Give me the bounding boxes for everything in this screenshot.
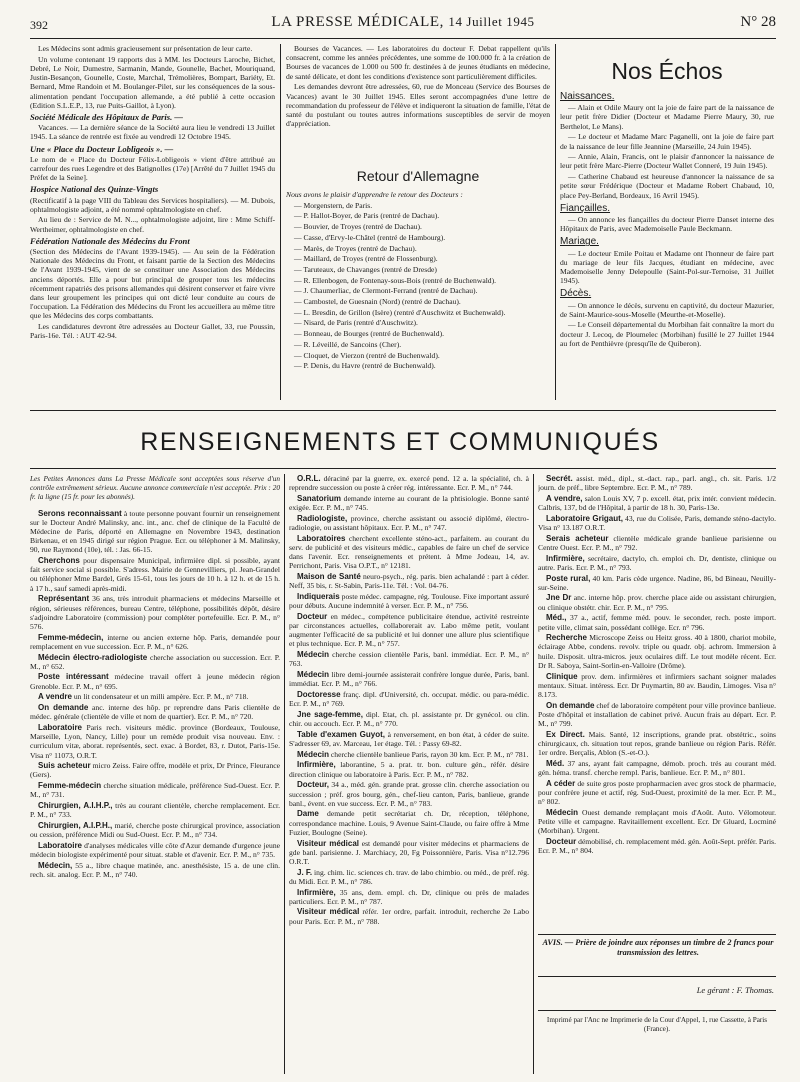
echo-item: — Le docteur et Madame Marc Paganelli, ont la joie de faire part de la naissance de leur fille Jeannine (Marseille, 24 Juin 1945). — [560, 132, 774, 151]
avis-rule — [538, 976, 776, 977]
paragraph: Au lieu de : Service de M. N..., ophtalmologiste adjoint, lire : Mme Schiff-Wertheimer, ophtalmologiste en chef. — [30, 215, 275, 234]
paragraph: Bourses de Vacances. — Les laboratoires du docteur F. Debat rappellent qu'ils consacrent, comme les années précédentes, une somme de 100.000 fr. à la création de Bourses de vacances de 1.000 ou 500 fr. destinées à de jeunes étudiants en médecine, de santé délicate, et dont les conditions d'existence sont particulièrement difficiles. — [286, 44, 550, 81]
paragraph: Le nom de « Place du Docteur Félix-Lobligeois » vient d'être attribué au carrefour des rues Legendre et des Batignolles (17e) [Arrêté du 7 Juillet 1945 du Préfet de la Seine]. — [30, 154, 275, 183]
classified-ad: O.R.L. déraciné par la guerre, ex. exercé pend. 12 a. la spécialité, ch. à reprendre succession ou poste à créer rég. intéressante. Ecr. P. M., n° 744. — [289, 474, 529, 493]
classified-ad: A vendre un lit condensateur et un milli ampère. Ecr. P. M., n° 718. — [38, 692, 249, 702]
retour-item: — J. Chaumerliac, de Clermont-Ferrand (rentré de Dachau). — [294, 286, 478, 296]
classified-ad: Laboratoire d'analyses médicales ville côte d'Azur demande d'urgence jeune médecin biologiste expérimenté pour situat. stable et d'avenir. Ecr. P. M., n° 735. — [30, 840, 280, 860]
classified-ad: Docteur démobilisé, ch. remplacement méd. gén. Août-Sept. préfér. Paris. Ecr. P. M., n° 804. — [538, 837, 776, 856]
retour-intro: Nous avons le plaisir d'apprendre le retour des Docteurs : — [286, 190, 463, 199]
classified-ad: Infirmière, laborantine, 5 a. prat. tr. bon. culture gén., référ. désire direction clinique ou laboratoire à Paris. Ecr. P. M., n° 782. — [289, 760, 529, 779]
classified-ad: Dame demande petit secrétariat ch. Dr, réception, téléphone, correspondance machine. Louis, 9 Avenue Saint-Claude, ou faire offre à Mme Fuzier, Boulogne (Seine). — [289, 809, 529, 837]
retour-item: — L. Bresdin, de Grillon (Isère) (rentré d'Auschwitz et Buchenwald). — [294, 307, 506, 317]
classified-ad: Radiologiste, province, cherche assistant ou associé diplômé, électro-radiologie, ou assistant hôpitaux. Ecr. P. M., n° 747. — [289, 513, 529, 533]
classified-ad: Maison de Santé neuro-psych., rég. paris. bien achalandé : part à céder. Neff, 35 bis, r. St-Sabin, Paris-11e. Tél. : Vol. 04-76. — [289, 572, 529, 591]
retour-item: — Nisard, de Paris (rentré d'Auschwitz). — [294, 318, 418, 328]
paragraph: (Section des Médecins de l'Avant 1939-1945). — Au sein de la Fédération Nationale des Médecins du Front, et faisant partie de la Section des Médecins de l'Avant 1939-1945, vient de se constituer une Association des Médecins anciens déportés. Elle a pour but principal de grouper tous les médecins récemment rapatriés des prisons allemandes qui désirent conserver et faire vivre dans leur groupement les principes qui ont dicté leur conduite au cours de l'occupation. La Fédération des Médecins du Front les accueillera au même titre que les Médecins des corps combattants. — [30, 247, 275, 321]
classified-ad: Chirurgien, A.I.H.P., très au courant clientèle, cherche remplacement. Ecr. P. M., n° 733. — [30, 801, 280, 820]
classified-ad: Médecin Ouest demande remplaçant mois d'Août. Auto. Vélomoteur. Petite ville et campagne. Ravitaillement excellent. Ecr. Dr Gluard, Locminé (Morbihan). Urgent. — [538, 807, 776, 836]
classified-ad: Clinique prov. dem. infirmières et infirmiers sachant soigner malades mentaux. Situat. intéress. Ecr. Dr Puymartin, 80 av. Baudin, Limoges. Visa n° 8.173. — [538, 671, 776, 699]
classified-ad: Serais acheteur clientèle médicale grande banlieue parisienne ou Centre Ouest. Ecr. P. M., n° 792. — [538, 533, 776, 552]
paragraph: Un volume contenant 19 rapports dus à MM. les Docteurs Laroche, Bichet, Debré, Le Noir, Dumestre, Sarmanin, Mande, Gounelle, Bachet, Mouriquand, Justin-Besançon, Gounelle, Coste, Marchal, Trémolières, Bompart, Bariéty, Et. Bernard, Mme Randoin et M. Boulanger-Pilet, sur les conséquences de la sous-alimentation pendant l'occupation allemande, a été publié à cette occasion (Edition S.L.E.P., 13, rue Puits-Gaillot, à Lyon). — [30, 54, 275, 110]
classified-ad: J. F. ing. chim. lic. sciences ch. trav. de labo chimbio. ou méd., de préf. rég. du Midi. Ecr. P. M., n° 786. — [289, 867, 529, 886]
echo-item: — On annonce le décès, survenu en captivité, du docteur Mazurier, de Saint-Maurice-sous-Moselle (Meurthe-et-Moselle). — [560, 300, 774, 319]
retour-item: — P. Hallot-Boyer, de Paris (rentré de Dachau). — [294, 211, 440, 221]
classified-ad: Sanatorium demande interne au courant de la phtisiologie. Bonne santé exigée. Ecr. P. M., n° 745. — [289, 493, 529, 513]
paragraph: Les Médecins sont admis gracieusement sur présentation de leur carte. — [38, 44, 253, 53]
classified-ad: Visiteur médical est demandé pour visiter médecins et pharmaciens de gde banl. parisienne. J. Marchiacy, 20, Fg Poissonnière, Paris. Visa n°12.796 O.R.T. — [289, 838, 529, 866]
news-column-1 — [30, 44, 275, 400]
news-column-2 — [286, 44, 550, 166]
echo-item: — Le docteur Emile Poitau et Madame ont l'honneur de faire part du mariage de leur fils Jacques, étudiant en médecine, avec Mademoiselle Jenny Delepoulle (Saint-Pol-sur-Ternoise, 31 Juillet 1945). — [560, 248, 774, 286]
page-number: 392 — [30, 18, 48, 32]
classified-ad: Jne Dr anc. interne hôp. prov. cherche place aide ou assistant chirurgien, ou clinique obstétr. chir. Ecr. P. M., n° 795. — [538, 593, 776, 612]
classified-ad: Doctoresse franç. dipl. d'Université, ch. occupat. médic. ou para-médic. Ecr. P. M., n° 769. — [289, 689, 529, 709]
classified-ad: Laboratoires cherchent excellente sténo-act., parfaitem. au courant du serv. de publicité et des visiteurs médic., capables de faire un chef de service dans l'avenir. Ecr. renseignements et prétent. à Mme Jodeau, 14, av. Perrichont, Paris. Visa O.P.T., n° 12181. — [289, 533, 529, 571]
retour-item: — Maillard, de Troyes (rentré de Flossenburg). — [294, 254, 438, 264]
subheading: Hospice National des Quinze-Vingts — [30, 184, 159, 195]
subheading: Société Médicale des Hôpitaux de Paris. — — [30, 111, 183, 122]
ads-column-3 — [538, 474, 776, 930]
classified-ad: Médecin, 55 a., libre chaque matinée, anc. anesthésiste, 15 a. de une clin. rech. sit. analog. Ecr. P. M., n° 740. — [30, 860, 280, 880]
avis-rule — [538, 934, 776, 935]
classified-ad: Médecin libre demi-journée assisterait confrère longue durée, Paris, banl. immédiat. Ecr. P. M., n° 766. — [289, 670, 529, 689]
echo-item: — Catherine Chabaud est heureuse d'annoncer la naissance de sa petite sœur Frédérique (Docteur et Madame Robert Chabaud, 10, place Pey-Berland, Bordeaux, 16 Avril 1945). — [560, 172, 774, 200]
ads-column-2 — [289, 474, 529, 1074]
classified-ad: Table d'examen Guyot, à renversement, en bon état, à céder de suite. S'adresser 69, av. Marceau, 1er étage. Tél. : Passy 69-82. — [289, 729, 529, 748]
classified-ad: Laboratoire Paris rech. visiteurs médic. province (Bordeaux, Toulouse, Marseille, Lyon, Nancy, Lille) pour un remède produit visa nouveau. Env. : curriculum vitæ, aborat. représentés, sect. exac. à Bordet, 83, r. Dutot, Paris-15e. Visa n° 11073, O.R.T. — [30, 722, 280, 760]
retour-item: — Morgenstern, de Paris. — [294, 200, 373, 210]
paragraph: Les candidatures devront être adressées au Docteur Gallet, 33, rue Poussin, Paris-16e. Tél. : AUT 42-94. — [30, 322, 275, 341]
echos-column — [560, 88, 774, 400]
classified-ad: On demande anc. interne des hôp. pr reprendre dans Paris clientèle de médec. générale (clientèle de ville et nom de quartier). Ecr. P. M., n° 720. — [30, 703, 280, 722]
classified-ad: Secrét. assist. méd., dipl., st.-dact. rap., parl. angl., ch. sit. Paris. 1/2 journ. de préf., libre Septembre. Ecr. P. M., n° 789. — [538, 474, 776, 493]
ads-column-1 — [30, 474, 280, 1074]
column-rule — [284, 474, 285, 1074]
classified-ad: Serons reconnaissant à toute personne pouvant fournir un renseignement sur le Docteur André Malinsky, anc. int., anc. chef de clinique de la Faculté de Médecine de Paris, déporté en Allemagne en Novembre 1943, destination Birkenau, et en 1945 dirigé sur région Prague. Ecr. ou téléphoner à M. Malinsky, 90, rue Raymond (10e), tél. : Jas. 66-15. — [30, 508, 280, 555]
classified-ad: A céder de suite gros poste propharmacien avec gros stock de pharmacie, pour confrère jeune et actif, rég. Sud-Ouest, proximité de la mer. Ecr. P. M., n° 802. — [538, 778, 776, 807]
column-rule — [280, 44, 281, 400]
retour-item: — Bouvier, de Troyes (rentré de Dachau). — [294, 222, 422, 232]
classified-ad: Représentant 36 ans, très introduit pharmaciens et médecins Marseille et région, sérieuses références, bureau Centre, téléphone, possibilités dépôt, désire s'adjoindre Laboratoire (commission) pour compléter portefeuille. Ecr. P. M., n° 576. — [30, 594, 280, 631]
classified-ad: Suis acheteur micro Zeiss. Faire offre, modèle et prix, Dr Prince, Fleurance (Gers). — [30, 761, 280, 780]
classified-ad: Poste rural, 40 km. Paris cède urgence. Nadine, 86, bd Bineau, Neuilly-sur-Seine. — [538, 573, 776, 592]
section-title: RENSEIGNEMENTS ET COMMUNIQUÉS — [140, 428, 660, 456]
retour-item: — R. Léveillé, de Sancoins (Cher). — [294, 339, 402, 349]
classified-ad: Jne sage-femme, dipl. Etat, ch. pl. assistante pr. Dr gynécol. ou clin. chir. ou accouch. Ecr. P. M., n° 770. — [289, 709, 529, 729]
retour-item: — Casse, d'Ervy-le-Châtel (rentré de Hambourg). — [294, 232, 446, 242]
deces-heading: Décès. — [560, 288, 592, 300]
echo-item: — Le Conseil départemental du Morbihan fait connaître la mort du docteur J. Lecoq, de Ploumelec (Morbihan) fusillé le 27 Juillet 1944 au fort de Penthièvre (presqu'île de Quiberon). — [560, 320, 774, 348]
mariage-heading: Mariage. — [560, 236, 599, 248]
classified-ad: Docteur en médec., compétence publicitaire étendue, activité restreinte par circonstances actuelles, collaborerait av. Labo même petit, voulant augmenter l'efficacité de sa publicité et lui donner une allure plus scientifique et plus technique. Ecr. P. M., n° 757. — [289, 611, 529, 649]
retour-item: — P. Denis, du Havre (rentré de Buchenwald). — [294, 361, 436, 371]
issue-number: N° 28 — [740, 14, 776, 30]
classified-ad: Infirmière, secrétaire, dactylo, ch. emploi ch. Dr, dentiste, clinique ou autre. Paris. Ecr. P. M., n° 793. — [538, 553, 776, 572]
ads-intro: Les Petites Annonces dans La Presse Médicale sont acceptées sous réserve d'un contrôle extrêmement sérieux. Aucune annonce commerciale n'est acceptée. Prix : 20 fr. la ligne (15 fr. pour les abonnés). — [30, 474, 280, 501]
subheading: Fédération Nationale des Médecins du Front — [30, 235, 190, 246]
echo-item: — On annonce les fiançailles du docteur Pierre Danset interne des Hôpitaux de Paris, avec Mademoiselle Paule Beckmann. — [560, 214, 774, 234]
classified-ad: Infirmière, 35 ans, dem. empl. ch. Dr, clinique ou près de malades particuliers. Ecr. P. M., n° 787. — [289, 887, 529, 906]
section-rule — [30, 468, 776, 469]
retour-item: — Cloquet, de Vierzon (rentré de Buchenwald). — [294, 350, 440, 360]
echo-item: — Annie, Alain, Francis, ont le plaisir d'annoncer la naissance de leur petit frère Marc-Pierre (Docteur Wallet Conneré, 19 Juin 1945). — [560, 152, 774, 171]
retour-item: — Bonneau, de Bourges (rentré de Buchenwald). — [294, 329, 445, 339]
imprint-line: Imprimé par l'Anc ne Imprimerie de la Cour d'Appel, 1, rue Cassette, à Paris (France). — [546, 1016, 768, 1033]
classified-ad: Méd. 37 ans, ayant fait campagne, démob. proch. trés au courant méd. gén. héma. transf. cherche rempl. Paris, banlieue. Ecr. P. M., n° 801. — [538, 758, 776, 778]
avis-notice: AVIS. — Prière de joindre aux réponses un timbre de 2 francs pour transmission des lettres. — [542, 938, 774, 957]
classified-ad: A vendre, salon Louis XV, 7 p. excell. état, prix intér. convient médecin. Calbris, 137, bd de l'Hôpital, à partir de 18 h. 30, Paris-13e. — [538, 493, 776, 513]
retour-item: — R. Ellenbogen, de Fontenay-sous-Bois (rentré de Buchenwald). — [294, 275, 497, 285]
imprint-rule — [538, 1010, 776, 1011]
classified-ad: Médecin cherche clientèle banlieue Paris, rayon 30 km. Ecr. P. M., n° 781. — [297, 749, 529, 759]
classified-ad: Recherche Microscope Zeiss ou Heitz gross. 40 à 1800, chariot mobile, éclairage Abbe, condens. revolv. triple ou quadr. obj. achrom. Immersion à huile. Disposit. ultra-micros. jeux oculaires diff. Le tout modèle récent. Ecr. Dr R. Saboya, Saint-Sorlin-en-Valloire (Drôme). — [538, 633, 776, 670]
header-rule — [30, 38, 776, 39]
classified-ad: On demande chef de laboratoire compétent pour ville province banlieue. Poste d'hôpital et installation de cabinet privé. Aucun frais au départ. Ecr. P. M., n° 799. — [538, 700, 776, 729]
classified-ad: Cherchons pour dispensaire Municipal, infirmière dipl. si possible, ayant fait service social si possible. S'adress. Mairie de Gennevilliers, pl. Jean-Grandel ou téléphoner Mme Bardel, Grés 15-61, tous les jours de 10 h. à 12 h. et de 15 h. à 17 h., sauf samedi après-midi. — [30, 556, 280, 593]
column-rule — [533, 474, 534, 1074]
echos-title: Nos Échos — [611, 58, 723, 84]
journal-title: LA PRESSE MÉDICALE, 14 Juillet 1945 — [271, 14, 535, 30]
paragraph: (Rectificatif à la page VIII du Tableau des Services hospitaliers). — M. Dubois, ophtalmologiste adjoint, a été nommé ophtalmologiste en chef. — [30, 195, 275, 214]
classified-ad: Femme-médecin, interne ou ancien externe hôp. Paris, demandée pour remplacement en vue succession. Ecr. P. M., n° 626. — [30, 632, 280, 651]
retour-item: — Cambostel, de Guesnain (Nord) (rentré de Dachau). — [294, 297, 461, 307]
classified-ad: Laboratoire Grigaut, 43, rue du Colisée, Paris, demande sténo-dactylo. Visa n° 13.187 O.R.T. — [538, 513, 776, 533]
classified-ad: Médecin cherche cession clientèle Paris, banl. immédiat. Ecr. P. M., n° 763. — [289, 650, 529, 669]
classified-ad: Médecin électro-radiologiste cherche association ou succession. Ecr. P. M., n° 652. — [30, 652, 280, 671]
fiancailles-heading: Fiançailles. — [560, 202, 611, 214]
classified-ad: Indiquerais poste médec. campagne, rég. Toulouse. Fixe important assuré pour débuts. Aucune indemnité à verser. Ecr. P. M., n° 756. — [289, 591, 529, 611]
retour-item: — Marès, de Troyes (rentré de Dachau). — [294, 243, 417, 253]
classified-ad: Méd., 37 a., actif, femme méd. pouv. le seconder, rech. poste import. petite ville, climat sain, possédant collège. Ecr. n° 796. — [538, 613, 776, 632]
classified-ad: Femme-médecin cherche situation médicale, préférence Sud-Ouest. Ecr. P. M., n° 731. — [30, 781, 280, 800]
paragraph: Vacances. — La dernière séance de la Société aura lieu le vendredi 13 Juillet 1945. La séance de rentrée est fixée au vendredi 12 Octobre 1945. — [30, 123, 275, 142]
paragraph: Les demandes devront être adressées, 60, rue de Monceau (Service des Bourses de Vacances) avant le 30 Juillet 1945. Elles seront accompagnées d'une lettre de recommandation du professeur de l'élève et indiqueront la situation de famille, l'état de santé du postulant ou toutes autres informations susceptibles de servir de moyen d'appréciation. — [286, 82, 550, 129]
column-rule — [555, 44, 556, 400]
masthead — [30, 14, 776, 36]
retour-list — [286, 190, 550, 400]
section-rule — [30, 410, 776, 411]
gerant-signature: Le gérant : F. Thomas. — [696, 986, 774, 995]
classified-ad: Ex Direct. Mais. Santé, 12 inscriptions, grande prat. obstétric., soins chirurgicaux, ch. situation tout repos, grande banlieue ou région Paris. Référ. 1er ordre. Berçalis, Ablon (S.-et-O.). — [538, 729, 776, 758]
classified-ad: Poste intéressant médecine travail offert à jeune médecin région Grenoble. Ecr. P. M., n° 695. — [30, 672, 280, 691]
subheading: Une « Place du Docteur Lobligeois ». — — [30, 143, 174, 154]
naissances-heading: Naissances. — [560, 91, 615, 102]
classified-ad: Chirurgien, A.I.P.H., marié, cherche poste chirurgical province, association ou cession, préférence Midi ou Sud-Ouest. Ecr. P. M., n° 734. — [30, 821, 280, 840]
classified-ad: Docteur, 34 a., méd. gén. grande prat. grosse clin. cherche association ou succession ; préf. gros bourg, gén., chef-lieu canton, Paris, banlieue, grande banl., évent. en vue success. Ecr. P. M., n° 783. — [289, 780, 529, 808]
classified-ad: Visiteur médical référ. 1er ordre, parfait. introduit, recherche 2e Labo pour Paris. Ecr. P. M., n° 788. — [289, 907, 529, 926]
retour-title: Retour d'Allemagne — [356, 168, 480, 184]
echo-item: — Alain et Odile Maury ont la joie de faire part de la naissance de leur petit frère Didier (Docteur et Madame Pierre Maury, 30, rue Berthelot, Le Mans). — [560, 103, 774, 131]
retour-item: — Taruteaux, de Chavanges (rentré de Dresde) — [294, 264, 437, 274]
